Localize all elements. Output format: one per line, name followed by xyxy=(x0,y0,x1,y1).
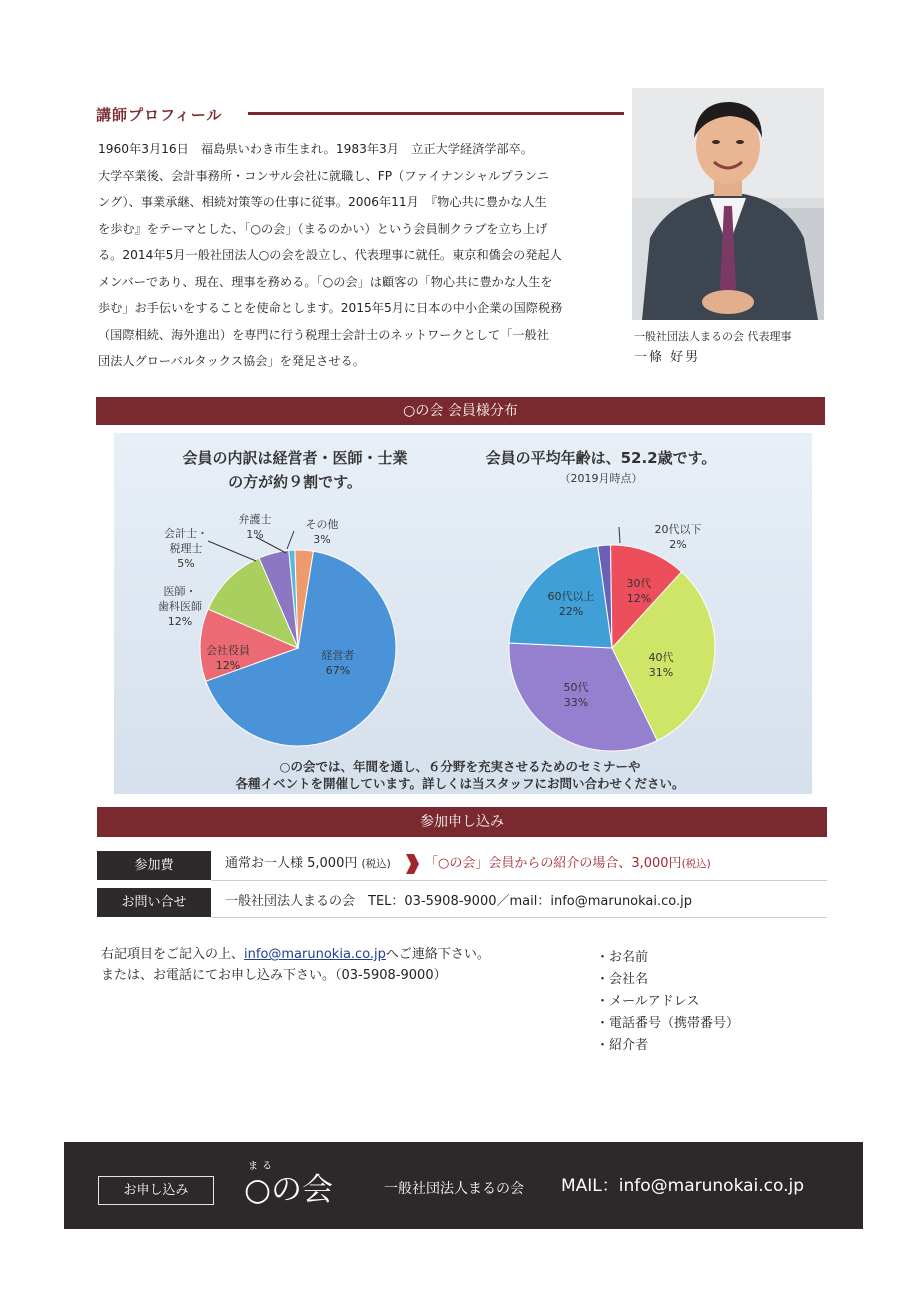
profile-line: 団法人グローバルタックス協会」を発足させる。 xyxy=(98,354,365,368)
label-bengo: 弁護士 1% xyxy=(238,513,272,541)
distribution-bar: ○の会 会員様分布 xyxy=(96,397,825,425)
footer-org-name: 一般社団法人まるの会 xyxy=(384,1181,524,1197)
required-items-list xyxy=(596,947,739,1057)
apply-line-1: 右記項目をご記入の上、info@marunokia.co.jpへご連絡下さい。 xyxy=(101,947,490,962)
profile-line: 大学卒業後、会計事務所・コンサル会社に就職し、FP（ファイナンシャルプランニ xyxy=(98,168,550,183)
right-chart-title: 会員の平均年齢は、52.2歳です。 xyxy=(485,449,717,467)
label-30: 30代 12% xyxy=(626,577,652,605)
fee-member-text: 「○の会」会員からの紹介の場合、3,000円(税込) xyxy=(425,856,711,871)
label-sonota: その他 3% xyxy=(305,518,339,546)
profile-line: 1960年3月16日 福島県いわき市生まれ。1983年3月 立正大学経済学部卒。 xyxy=(98,142,534,156)
list-item: ・メールアドレス xyxy=(596,994,700,1009)
apply-instructions xyxy=(101,944,490,986)
label-kaikei: 会計士・ 税理士 5% xyxy=(164,527,208,570)
profile-title: 講師プロフィール xyxy=(96,106,223,124)
footer-mail[interactable]: MAIL：info@marunokai.co.jp xyxy=(561,1176,805,1196)
chevron-right-icon xyxy=(404,852,420,876)
right-chart-subtitle: （2019月時点） xyxy=(559,472,643,485)
distribution-footnote-1: ○の会では、年間を通し、６分野を充実させるためのセミナーや xyxy=(279,759,641,774)
label-50: 50代 33% xyxy=(563,681,589,709)
profile-line: る。2014年5月一般社団法人○の会を設立し、代表理事に就任。東京和僑会の発起人 xyxy=(98,248,562,262)
left-chart-title-1: 会員の内訳は経営者・医師・士業 xyxy=(182,449,408,467)
profile-text xyxy=(98,136,618,375)
contact-row-rule xyxy=(211,917,827,918)
speaker-title: 一般社団法人まるの会 代表理事 xyxy=(634,330,792,343)
label-yakuin: 会社役員 12% xyxy=(206,644,250,672)
registration-bar: 参加申し込み xyxy=(97,807,827,837)
profile-line: 歩む」お手伝いをすることを使命とします。2015年5月に日本の中小企業の国際税務 xyxy=(98,301,563,315)
contact-label: お問い合せ xyxy=(97,888,211,917)
profile-line: を歩む』をテーマとした、「○の会」（まるのかい）という会員制クラブを立ち上げ xyxy=(98,221,548,236)
apply-line-2: または、お電話にてお申し込み下さい。（03-5908-9000） xyxy=(101,968,447,983)
label-60: 60代以上 22% xyxy=(547,590,595,618)
logo-text: ○の会 xyxy=(244,1172,334,1208)
speaker-portrait-icon xyxy=(632,88,824,320)
list-item: ・電話番号（携帯番号） xyxy=(596,1016,740,1031)
label-40: 40代 31% xyxy=(648,651,674,679)
apply-button[interactable]: お申し込み xyxy=(98,1176,214,1205)
speaker-photo xyxy=(632,88,824,320)
fee-row-rule xyxy=(211,880,827,881)
pie-chart-ages xyxy=(509,545,715,751)
label-ishi: 医師・ 歯科医師 12% xyxy=(158,585,202,628)
contact-text: 一般社団法人まるの会 TEL：03-5908-9000／mail：info@marunokai.co.jp xyxy=(225,894,693,909)
label-keiei: 経営者 67% xyxy=(321,649,355,677)
label-u20: 20代以下 2% xyxy=(654,523,702,551)
pie-charts xyxy=(114,433,812,794)
fee-label: 参加費 xyxy=(97,851,211,880)
profile-line: （国際相続、海外進出）を専門に行う税理士会計士のネットワークとして「一般社 xyxy=(98,327,549,342)
distribution-footnote-2: 各種イベントを開催しています。詳しくは当スタッフにお問い合わせください。 xyxy=(235,776,685,791)
apply-email-link[interactable]: info@marunokia.co.jp xyxy=(244,947,386,962)
fee-text: 通常お一人様 5,000円 (税込) xyxy=(225,856,391,871)
profile-line: メンバーであり、現在、理事を務める。「○の会」は顧客の「物心共に豊かな人生を xyxy=(98,274,553,289)
profile-title-rule xyxy=(248,112,624,115)
list-item: ・紹介者 xyxy=(596,1038,649,1053)
profile-line: ング）、事業承継、相続対策等の仕事に従事。2006年11月 『物心共に豊かな人生 xyxy=(98,195,547,209)
left-chart-title-2: の方が約９割です。 xyxy=(228,473,362,491)
list-item: ・お名前 xyxy=(596,950,649,965)
list-item: ・会社名 xyxy=(596,972,649,987)
speaker-name: 一條 好男 xyxy=(634,350,701,365)
logo-ruby: まる xyxy=(248,1161,276,1172)
